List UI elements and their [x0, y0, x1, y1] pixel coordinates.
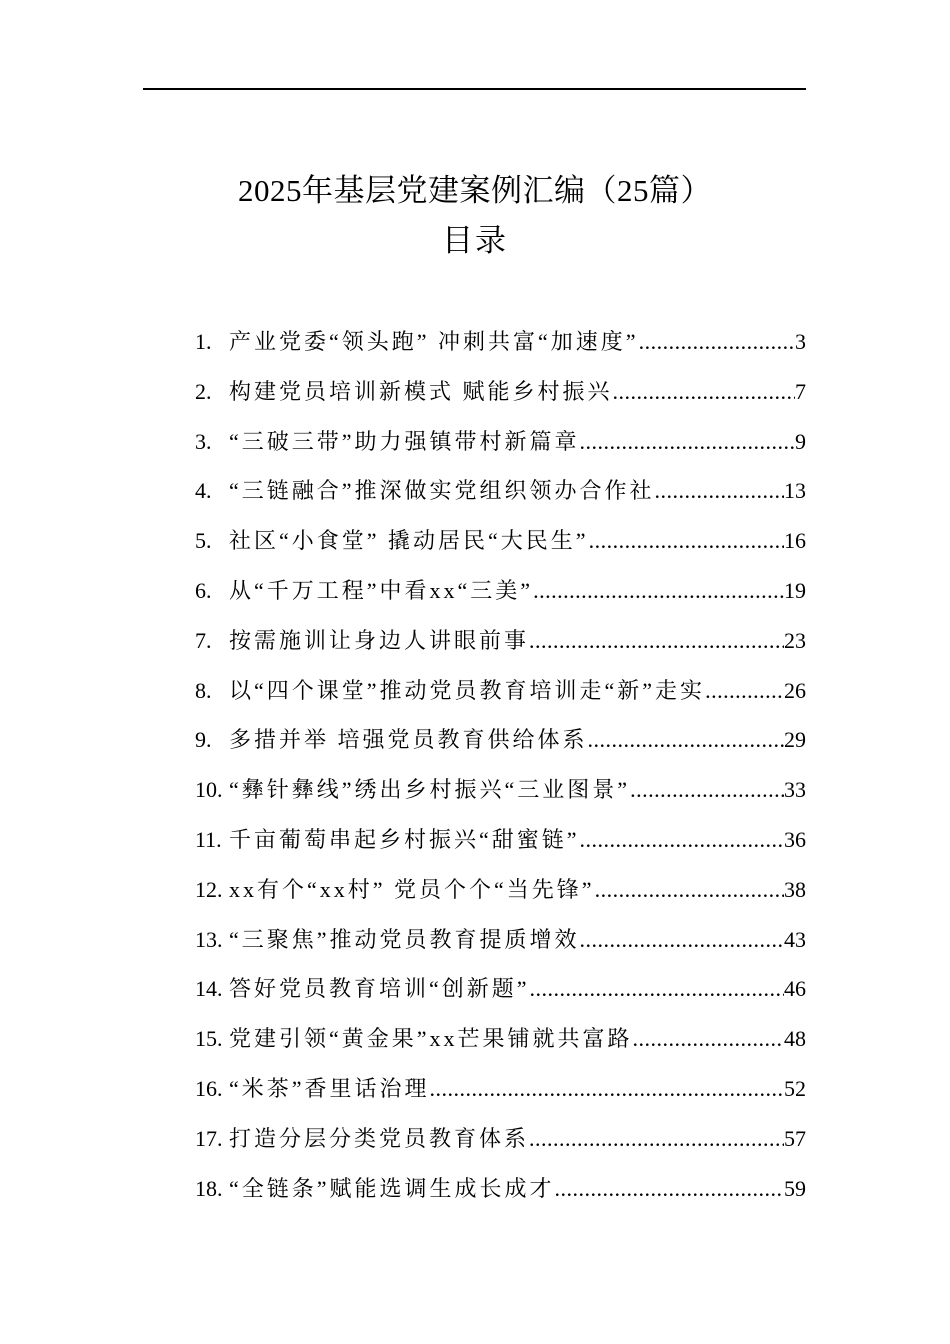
- toc-entry[interactable]: [195, 820, 806, 870]
- toc-entry[interactable]: [195, 621, 806, 671]
- toc-entry-title: “全链条”赋能选调生成长成才: [229, 1175, 555, 1201]
- toc-entry-number: 6.: [195, 577, 212, 603]
- toc-entry[interactable]: [195, 1169, 806, 1219]
- toc-entry-page: 13: [784, 478, 806, 504]
- toc-entry-page: 26: [784, 677, 806, 703]
- dot-leader: [633, 1019, 784, 1059]
- toc-entry-title: 多措并举 培强党员教育供给体系: [229, 727, 588, 753]
- toc-heading: 目录: [442, 223, 508, 258]
- toc-entry[interactable]: [195, 322, 806, 372]
- toc-entry-title: 千亩葡萄串起乡村振兴“甜蜜链”: [229, 826, 580, 852]
- dot-leader: [580, 820, 784, 860]
- toc-entry-title: “三破三带”助力强镇带村新篇章: [229, 428, 580, 454]
- toc-entry-title: 按需施训让身边人讲眼前事: [229, 627, 530, 653]
- dot-leader: [613, 372, 795, 412]
- dot-leader: [530, 969, 784, 1009]
- toc-entry-number: 17.: [195, 1125, 223, 1151]
- toc-entry-page: 23: [784, 627, 806, 653]
- toc-entry[interactable]: [195, 471, 806, 521]
- toc-entry-page: 59: [784, 1175, 806, 1201]
- toc-entry[interactable]: [195, 571, 806, 621]
- dot-leader: [630, 770, 784, 810]
- toc-entry[interactable]: [195, 720, 806, 770]
- toc-entry[interactable]: [195, 521, 806, 571]
- toc-entry[interactable]: [195, 1019, 806, 1069]
- toc-entry-title: “三聚焦”推动党员教育提质增效: [229, 926, 580, 952]
- toc-entry-page: 57: [784, 1125, 806, 1151]
- toc-entry-page: 29: [784, 727, 806, 753]
- toc-entry-number: 16.: [195, 1075, 223, 1101]
- toc-entry-title: 构建党员培训新模式 赋能乡村振兴: [229, 378, 613, 404]
- toc-entry-page: 36: [784, 826, 806, 852]
- dot-leader: [533, 571, 784, 611]
- toc-entry-number: 10.: [195, 777, 223, 803]
- toc-entry-number: 14.: [195, 976, 223, 1002]
- document-title: 2025年基层党建案例汇编（25篇）: [238, 173, 712, 208]
- toc-entry[interactable]: [195, 969, 806, 1019]
- toc-entry-page: 43: [784, 926, 806, 952]
- dot-leader: [529, 1119, 784, 1159]
- toc-entry-number: 13.: [195, 926, 223, 952]
- toc-entry-page: 52: [784, 1075, 806, 1101]
- toc-entry[interactable]: [195, 671, 806, 721]
- toc-entry[interactable]: [195, 422, 806, 472]
- toc-entry-page: 7: [795, 378, 806, 404]
- toc-entry-number: 11.: [195, 826, 222, 852]
- toc-entry-page: 48: [784, 1026, 806, 1052]
- header-rule: [143, 88, 806, 90]
- toc-entry-title: “彝针彝线”绣出乡村振兴“三业图景”: [229, 777, 631, 803]
- toc-entry-title: “三链融合”推深做实党组织领办合作社: [229, 478, 655, 504]
- toc-entry-page: 46: [784, 976, 806, 1002]
- toc-entry-title: 打造分层分类党员教育体系: [229, 1125, 530, 1151]
- toc-entry-number: 18.: [195, 1175, 223, 1201]
- toc-entry-number: 3.: [195, 428, 212, 454]
- toc-entry-number: 1.: [195, 329, 212, 354]
- toc-entry-number: 4.: [195, 478, 212, 504]
- toc-entry-page: 16: [784, 528, 806, 554]
- toc-entry-page: 19: [784, 577, 806, 603]
- toc-entry[interactable]: [195, 770, 806, 820]
- dot-leader: [639, 322, 795, 362]
- toc-entry-title: 社区“小食堂” 撬动居民“大民生”: [229, 528, 589, 554]
- toc-entry-number: 2.: [195, 378, 212, 404]
- toc-entry-title: “米茶”香里话治理: [229, 1075, 430, 1101]
- toc-entry-number: 15.: [195, 1026, 223, 1052]
- toc-entry-page: 9: [795, 428, 806, 454]
- toc-entry[interactable]: [195, 1119, 806, 1169]
- dot-leader: [705, 671, 784, 711]
- dot-leader: [580, 920, 784, 960]
- toc-entry[interactable]: [195, 870, 806, 920]
- toc-entry-title: 答好党员教育培训“创新题”: [229, 976, 530, 1002]
- table-of-contents: [195, 322, 806, 1218]
- toc-entry[interactable]: [195, 372, 806, 422]
- toc-entry-number: 5.: [195, 528, 212, 554]
- dot-leader: [529, 621, 784, 661]
- dot-leader: [580, 422, 795, 462]
- dot-leader: [555, 1169, 784, 1209]
- dot-leader: [430, 1069, 784, 1109]
- toc-entry-title: xx有个“xx村” 党员个个“当先锋”: [229, 876, 595, 902]
- toc-entry-title: 党建引领“黄金果”xx芒果铺就共富路: [229, 1026, 633, 1052]
- toc-entry-number: 9.: [195, 727, 212, 753]
- toc-entry-number: 12.: [195, 876, 223, 902]
- dot-leader: [655, 471, 784, 511]
- toc-entry[interactable]: [195, 1069, 806, 1119]
- toc-entry-title: 以“四个课堂”推动党员教育培训走“新”走实: [229, 677, 706, 703]
- toc-entry-title: 产业党委“领头跑” 冲刺共富“加速度”: [229, 329, 639, 354]
- toc-entry-page: 3: [795, 329, 806, 354]
- dot-leader: [595, 870, 784, 910]
- toc-entry[interactable]: [195, 920, 806, 970]
- toc-entry-page: 38: [784, 876, 806, 902]
- dot-leader: [588, 720, 784, 760]
- toc-entry-page: 33: [784, 777, 806, 803]
- toc-entry-number: 7.: [195, 627, 212, 653]
- dot-leader: [589, 521, 784, 561]
- toc-entry-title: 从“千万工程”中看xx“三美”: [229, 577, 534, 603]
- toc-entry-number: 8.: [195, 677, 212, 703]
